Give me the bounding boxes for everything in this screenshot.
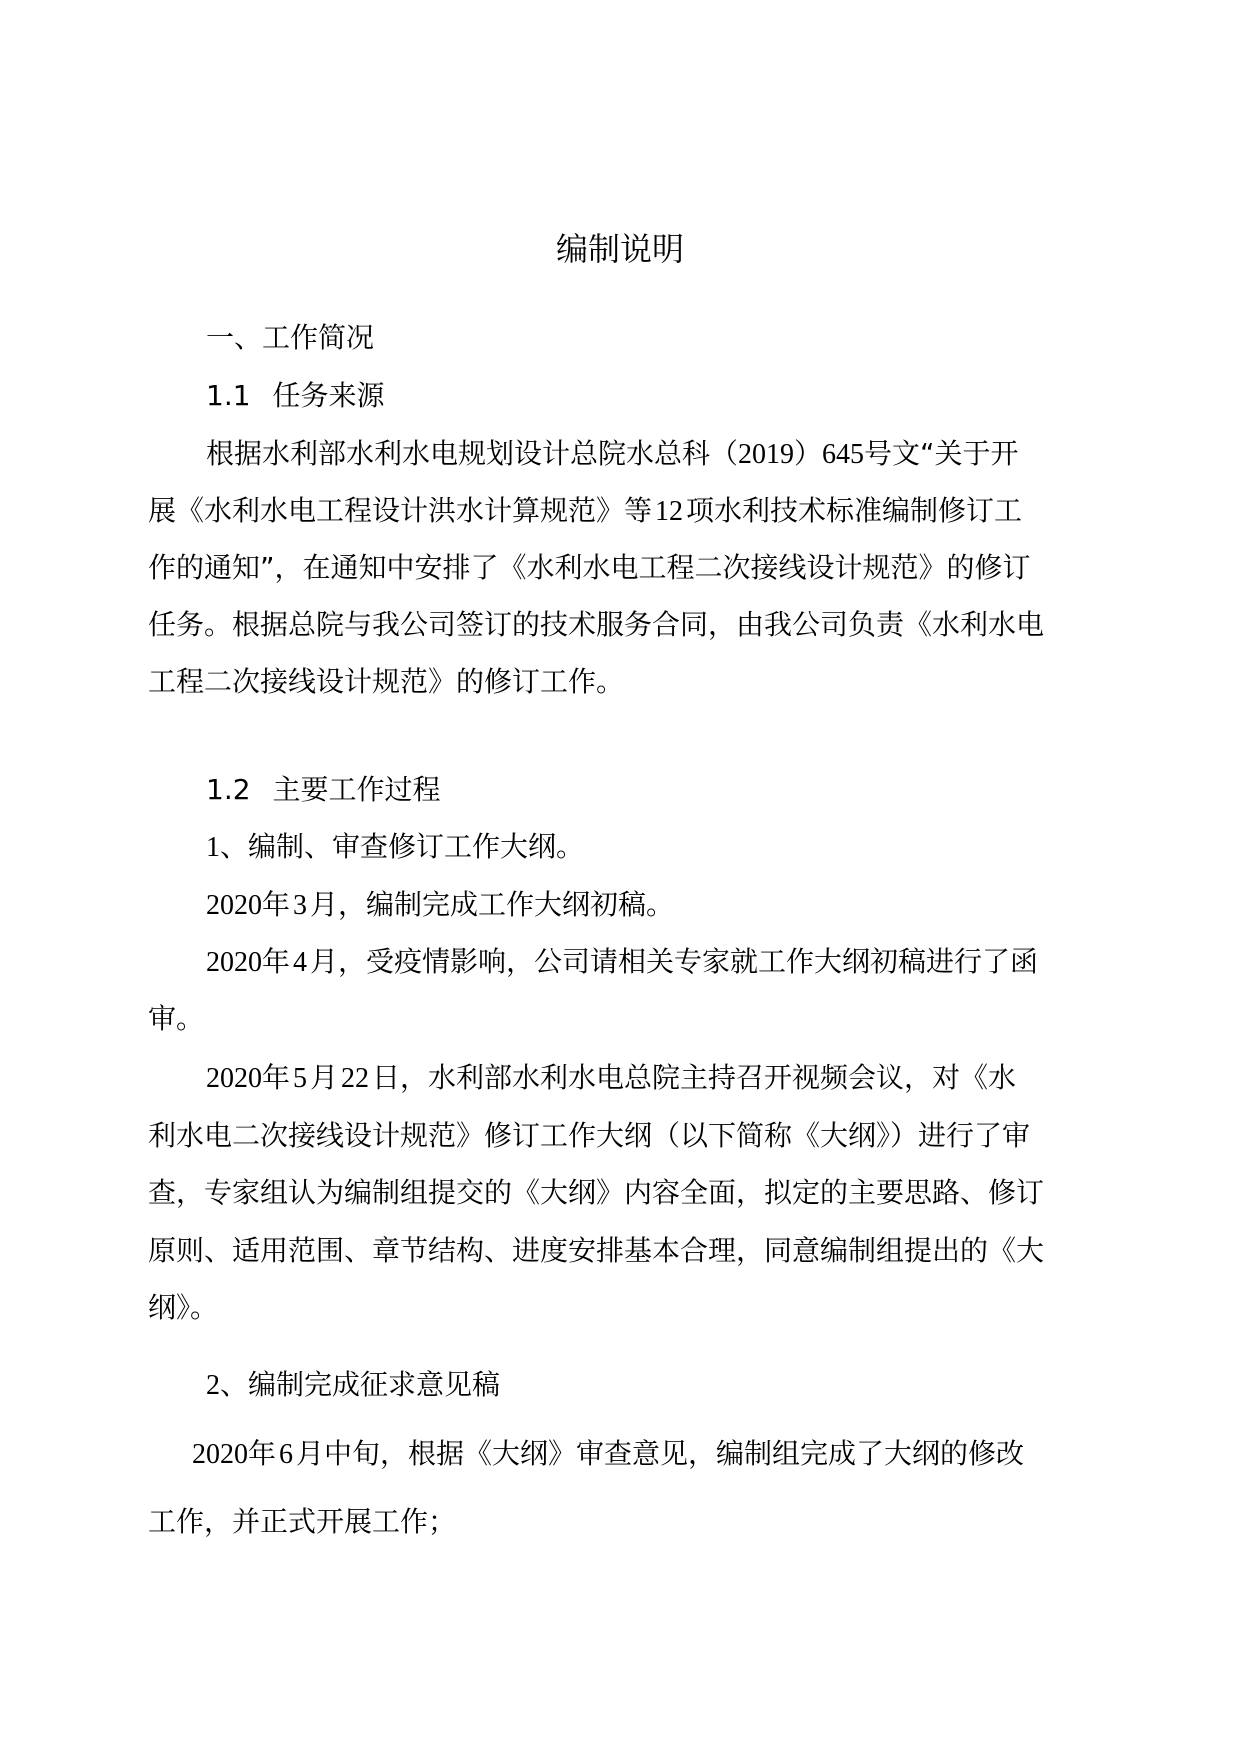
list-item-2: 2、编制完成征求意见稿 xyxy=(206,1368,501,1401)
paragraph-march: 2020年 3 月，编制完成工作大纲初稿。 xyxy=(206,888,675,921)
paragraph-task-source-line: 工程二次接线设计规范》的修订工作。 xyxy=(148,665,625,698)
subsection-number: 1.2 xyxy=(206,773,251,806)
paragraph-task-source-line: 任务。根据总院与我公司签订的技术服务合同，由我公司负责《水利水电 xyxy=(148,608,1045,641)
paragraph-may-line: 利水电二次接线设计规范》修订工作大纲（以下简称《大纲》）进行了审 xyxy=(148,1119,1031,1152)
paragraph-april-line: 2020年 4 月，受疫情影响，公司请相关专家就工作大纲初稿进行了函 xyxy=(206,945,1039,978)
section-heading-work-overview: 一、工作简况 xyxy=(206,321,375,354)
paragraph-may-line: 2020年 5 月 22 日，水利部水利水电总院主持召开视频会议，对《水 xyxy=(206,1061,1017,1094)
paragraph-may-line: 纲》。 xyxy=(148,1291,219,1324)
paragraph-task-source-line: 根据水利部水利水电规划设计总院水总科（2019）645号文“关于开 xyxy=(206,437,1019,470)
paragraph-april-line: 审。 xyxy=(148,1002,205,1035)
paragraph-task-source-line: 展《水利水电工程设计洪水计算规范》等 12 项水利技术标准编制修订工 xyxy=(148,494,1023,527)
paragraph-may-line: 原则、适用范围、章节结构、进度安排基本合理，同意编制组提出的《大 xyxy=(148,1234,1045,1267)
document-title: 编制说明 xyxy=(555,230,684,268)
paragraph-june-line: 2020年 6 月中旬，根据《大纲》审查意见，编制组完成了大纲的修改 xyxy=(192,1437,1025,1470)
subsection-heading-1-2 xyxy=(206,770,441,810)
list-item-1: 1、编制、审查修订工作大纲。 xyxy=(206,830,585,863)
paragraph-task-source-line: 作的通知”，在通知中安排了《水利水电工程二次接线设计规范》的修订 xyxy=(148,551,1031,584)
paragraph-may-line: 查，专家组认为编制组提交的《大纲》内容全面，拟定的主要思路、修订 xyxy=(148,1176,1045,1209)
subsection-title: 任务来源 xyxy=(272,379,385,412)
subsection-title: 主要工作过程 xyxy=(272,773,441,806)
paragraph-june-line: 工作，并正式开展工作； xyxy=(148,1505,457,1538)
subsection-number: 1.1 xyxy=(206,379,251,412)
subsection-heading-1-1 xyxy=(206,376,385,416)
